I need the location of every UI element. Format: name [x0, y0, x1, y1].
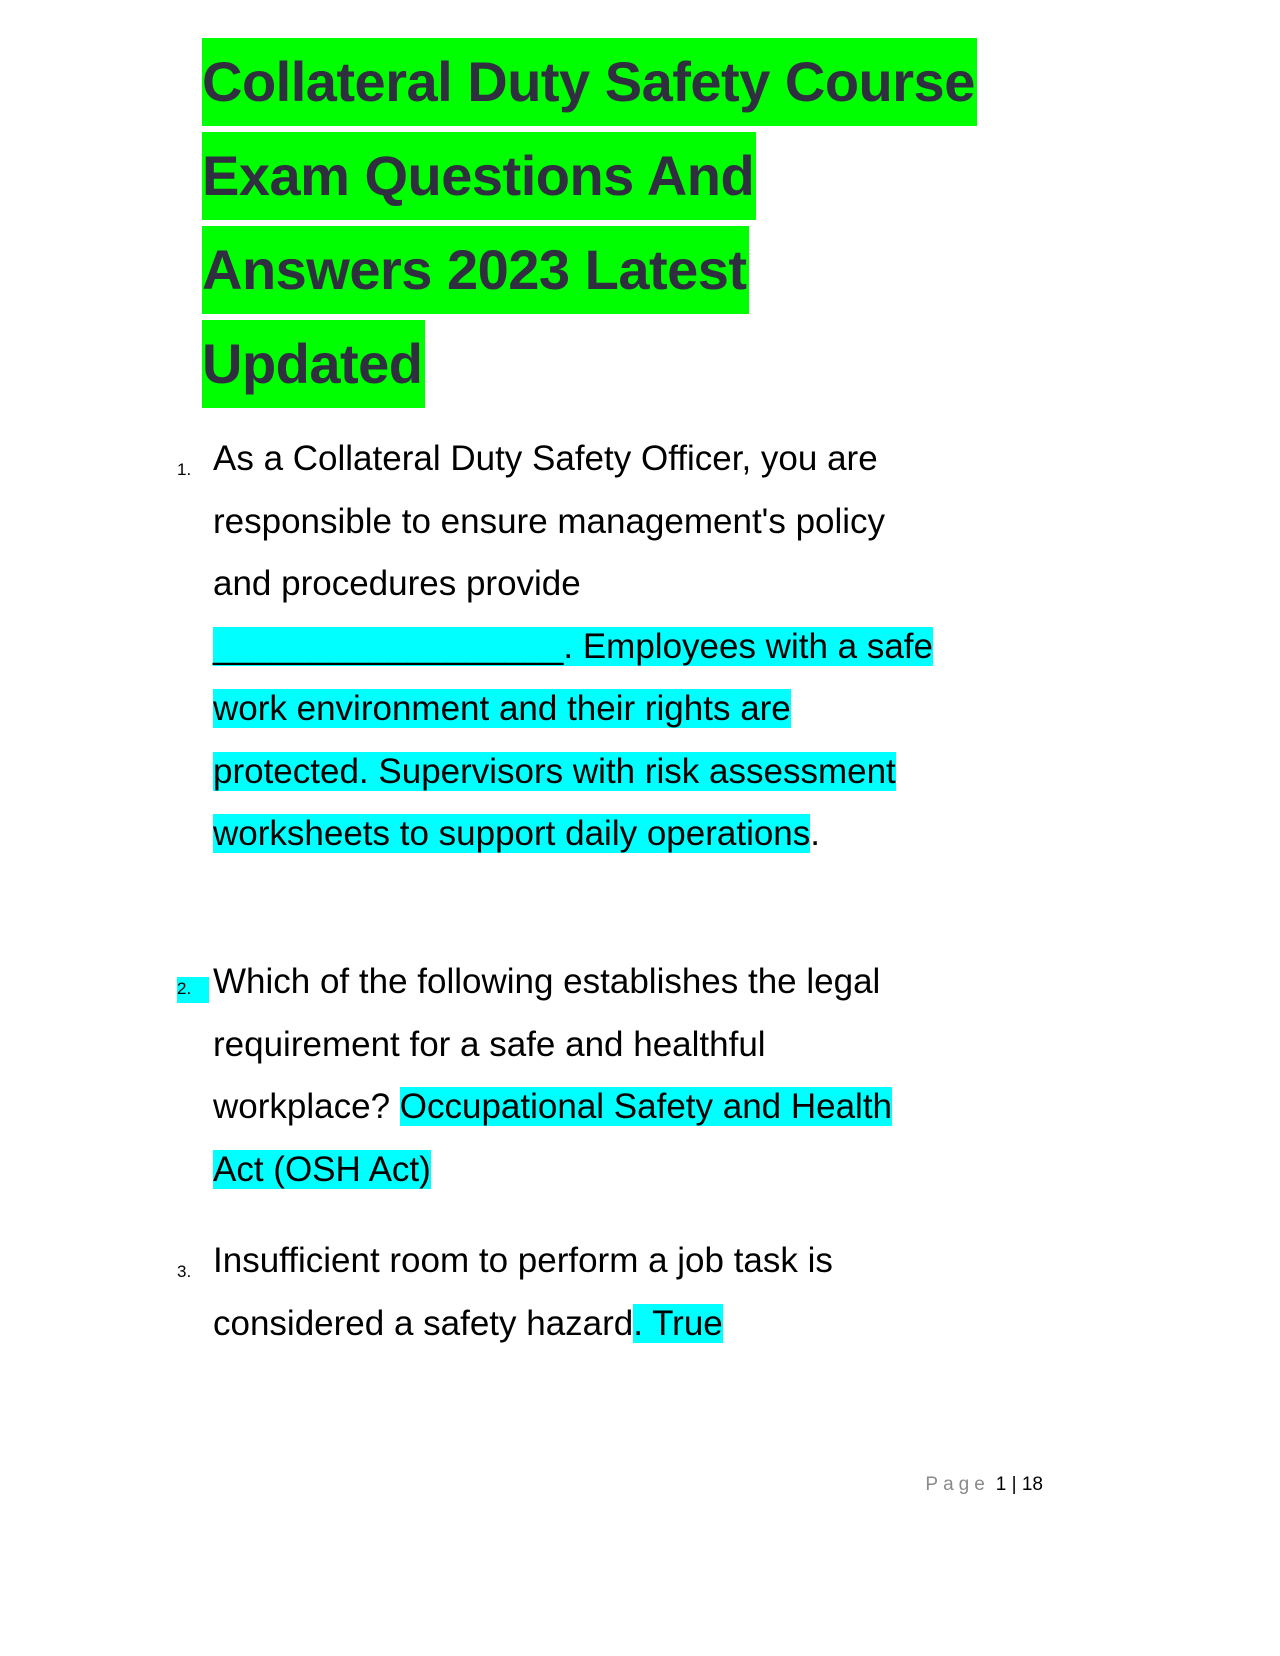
question-text: Which of the following establishes the legal: [213, 962, 881, 1001]
question-text: and procedures provide: [213, 564, 581, 603]
answer-text: work environment and their rights are: [213, 689, 791, 728]
total-pages: 18: [1021, 1474, 1043, 1495]
page-footer: [925, 1474, 1043, 1496]
page-label: Page: [925, 1474, 990, 1495]
title-line: Updated: [202, 320, 425, 408]
page-number: 1: [995, 1474, 1007, 1495]
answer-text: worksheets to support daily operations: [213, 814, 811, 853]
title-line: Collateral Duty Safety Course: [202, 38, 977, 126]
trailing-period: .: [810, 814, 821, 853]
title-line: Answers 2023 Latest: [202, 226, 749, 314]
question-number: 2.: [177, 977, 209, 1003]
question-text: Insufficient room to perform a job task is: [213, 1241, 833, 1280]
answer-text: . True: [633, 1303, 723, 1343]
question-text: requirement for a safe and healthful: [213, 1024, 766, 1064]
document-title: [202, 38, 977, 414]
question-number: 1.: [177, 460, 192, 479]
answer-text: Act (OSH Act): [213, 1149, 431, 1189]
question-text: considered a safety hazard: [213, 1303, 634, 1343]
question-text: responsible to ensure management's policy: [213, 501, 886, 541]
question-number: 3.: [177, 1262, 192, 1281]
answer-text: __________________. Employees with a safe: [213, 626, 933, 666]
question-text: workplace?: [213, 1087, 400, 1126]
answer-text: protected. Supervisors with risk assessment: [213, 751, 896, 791]
question-text: As a Collateral Duty Safety Officer, you are: [213, 439, 878, 478]
title-line: Exam Questions And: [202, 132, 756, 220]
page-separator: |: [1011, 1474, 1017, 1495]
answer-text: Occupational Safety and Health: [399, 1087, 893, 1126]
